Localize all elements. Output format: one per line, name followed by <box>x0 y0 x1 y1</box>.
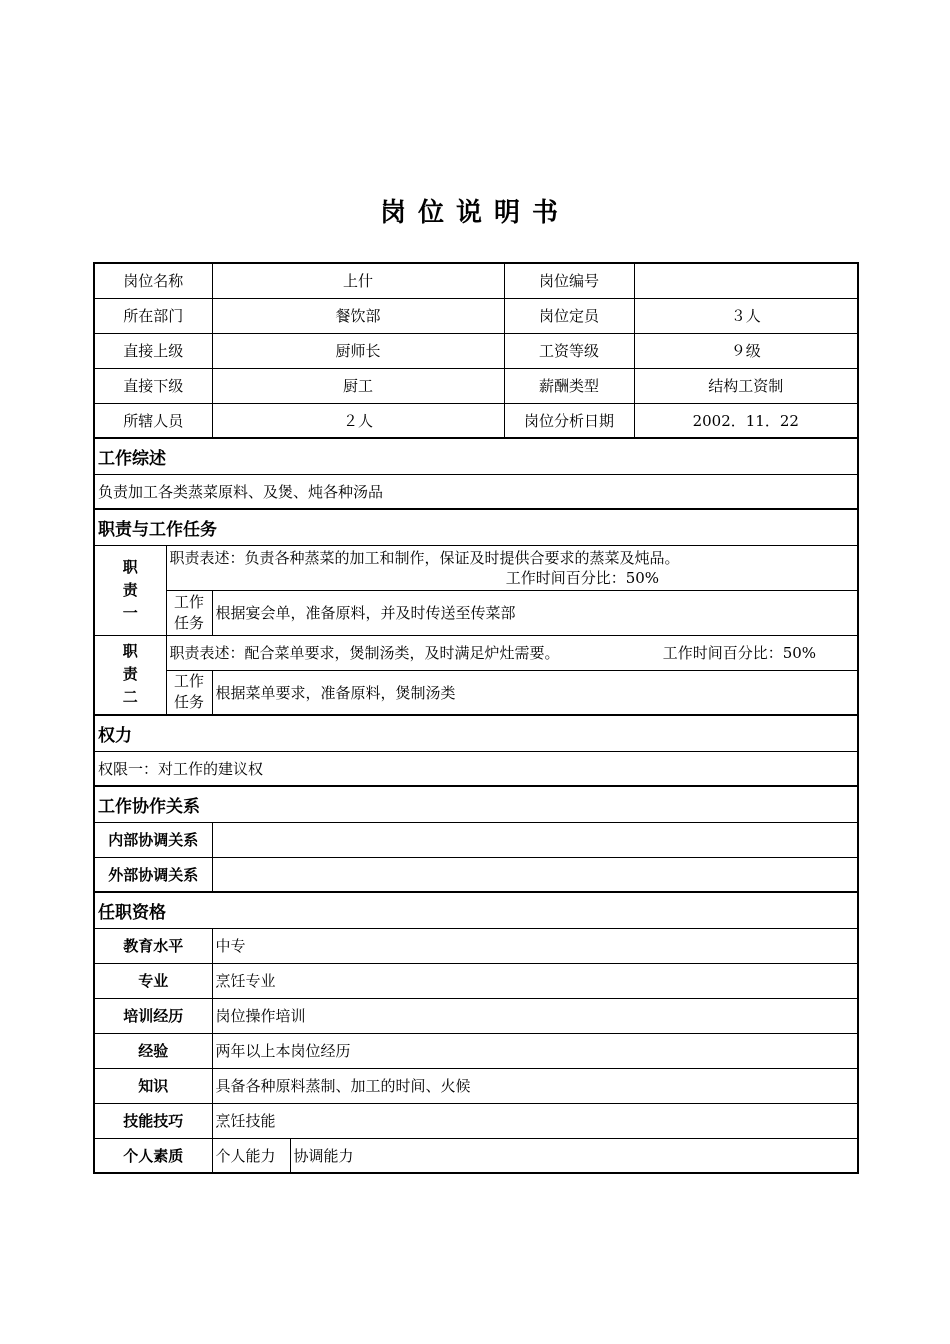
training-label: 培训经历 <box>94 998 212 1033</box>
duty-1-percent: 工作时间百分比：50% <box>505 568 660 587</box>
row-training <box>94 998 858 1033</box>
page-title: 岗位说明书 <box>379 198 570 228</box>
major-value: 烹饪专业 <box>212 963 858 998</box>
section-qualification <box>94 892 858 928</box>
row-knowledge <box>94 1068 858 1103</box>
subordinate-value: 厨工 <box>212 368 504 403</box>
training-value: 岗位操作培训 <box>212 998 858 1033</box>
duty-2-task-label: 工作 任务 <box>166 670 212 715</box>
section-cooperation <box>94 786 858 822</box>
knowledge-label: 知识 <box>94 1068 212 1103</box>
external-cooperation-value <box>212 857 858 892</box>
education-label: 教育水平 <box>94 928 212 963</box>
row-subordinate <box>94 368 858 403</box>
quality-sub-label: 个人能力 <box>212 1138 290 1173</box>
internal-cooperation-value <box>212 822 858 857</box>
analysis-date-value: 2002．11．22 <box>634 403 858 438</box>
duty-2-task: 根据菜单要求，准备原料，煲制汤类 <box>212 670 858 715</box>
section-duties <box>94 509 858 545</box>
superior-value: 厨师长 <box>212 333 504 368</box>
pay-type-label: 薪酬类型 <box>504 368 634 403</box>
row-department <box>94 298 858 333</box>
analysis-date-label: 岗位分析日期 <box>504 403 634 438</box>
position-name-label: 岗位名称 <box>94 263 212 298</box>
row-skill <box>94 1103 858 1138</box>
staff-label: 所辖人员 <box>94 403 212 438</box>
skill-value: 烹饪技能 <box>212 1103 858 1138</box>
subordinate-label: 直接下级 <box>94 368 212 403</box>
salary-grade-label: 工资等级 <box>504 333 634 368</box>
duty-1-label: 职 责 一 <box>94 545 166 635</box>
section-summary <box>94 438 858 474</box>
duties-heading: 职责与工作任务 <box>94 509 858 545</box>
section-authority <box>94 715 858 751</box>
position-code-value <box>634 263 858 298</box>
qualification-heading: 任职资格 <box>94 892 858 928</box>
duty-1-description-cell <box>166 545 858 590</box>
job-description-table <box>93 262 859 1174</box>
duty-2-description-row <box>94 635 858 670</box>
duty-2-percent: 工作时间百分比：50% <box>662 644 817 662</box>
education-value: 中专 <box>212 928 858 963</box>
staff-value: ２人 <box>212 403 504 438</box>
job-description-sheet <box>93 262 857 1174</box>
knowledge-value: 具备各种原料蒸制、加工的时间、火候 <box>212 1068 858 1103</box>
quality-value: 协调能力 <box>290 1138 858 1173</box>
row-summary <box>94 474 858 509</box>
row-major <box>94 963 858 998</box>
summary-heading: 工作综述 <box>94 438 858 474</box>
experience-value: 两年以上本岗位经历 <box>212 1033 858 1068</box>
duty-1-task-label: 工作 任务 <box>166 590 212 635</box>
authority-text: 权限一：对工作的建议权 <box>94 751 858 786</box>
row-authority <box>94 751 858 786</box>
row-superior <box>94 333 858 368</box>
salary-grade-value: ９级 <box>634 333 858 368</box>
position-name-value: 上什 <box>212 263 504 298</box>
headcount-label: 岗位定员 <box>504 298 634 333</box>
cooperation-heading: 工作协作关系 <box>94 786 858 822</box>
duty-1-description: 职责表述：负责各种蒸菜的加工和制作，保证及时提供合要求的蒸菜及炖品。 <box>169 548 680 567</box>
row-internal-cooperation <box>94 822 858 857</box>
quality-label: 个人素质 <box>94 1138 212 1173</box>
duty-1-task-row <box>94 590 858 635</box>
superior-label: 直接上级 <box>94 333 212 368</box>
external-cooperation-label: 外部协调关系 <box>94 857 212 892</box>
row-experience <box>94 1033 858 1068</box>
duty-2-description-cell <box>166 635 858 670</box>
duty-2-label: 职 责 二 <box>94 635 166 715</box>
duty-2-description: 职责表述：配合菜单要求，煲制汤类，及时满足炉灶需要。 <box>169 644 560 662</box>
authority-heading: 权力 <box>94 715 858 751</box>
duty-1-description-row <box>94 545 858 590</box>
row-quality <box>94 1138 858 1173</box>
experience-label: 经验 <box>94 1033 212 1068</box>
duty-1-task: 根据宴会单，准备原料，并及时传送至传菜部 <box>212 590 858 635</box>
summary-text: 负责加工各类蒸菜原料、及煲、炖各种汤品 <box>94 474 858 509</box>
department-label: 所在部门 <box>94 298 212 333</box>
duty-2-task-row <box>94 670 858 715</box>
internal-cooperation-label: 内部协调关系 <box>94 822 212 857</box>
position-code-label: 岗位编号 <box>504 263 634 298</box>
pay-type-value: 结构工资制 <box>634 368 858 403</box>
skill-label: 技能技巧 <box>94 1103 212 1138</box>
row-external-cooperation <box>94 857 858 892</box>
row-position-name <box>94 263 858 298</box>
major-label: 专业 <box>94 963 212 998</box>
headcount-value: ３人 <box>634 298 858 333</box>
row-education <box>94 928 858 963</box>
row-staff <box>94 403 858 438</box>
department-value: 餐饮部 <box>212 298 504 333</box>
